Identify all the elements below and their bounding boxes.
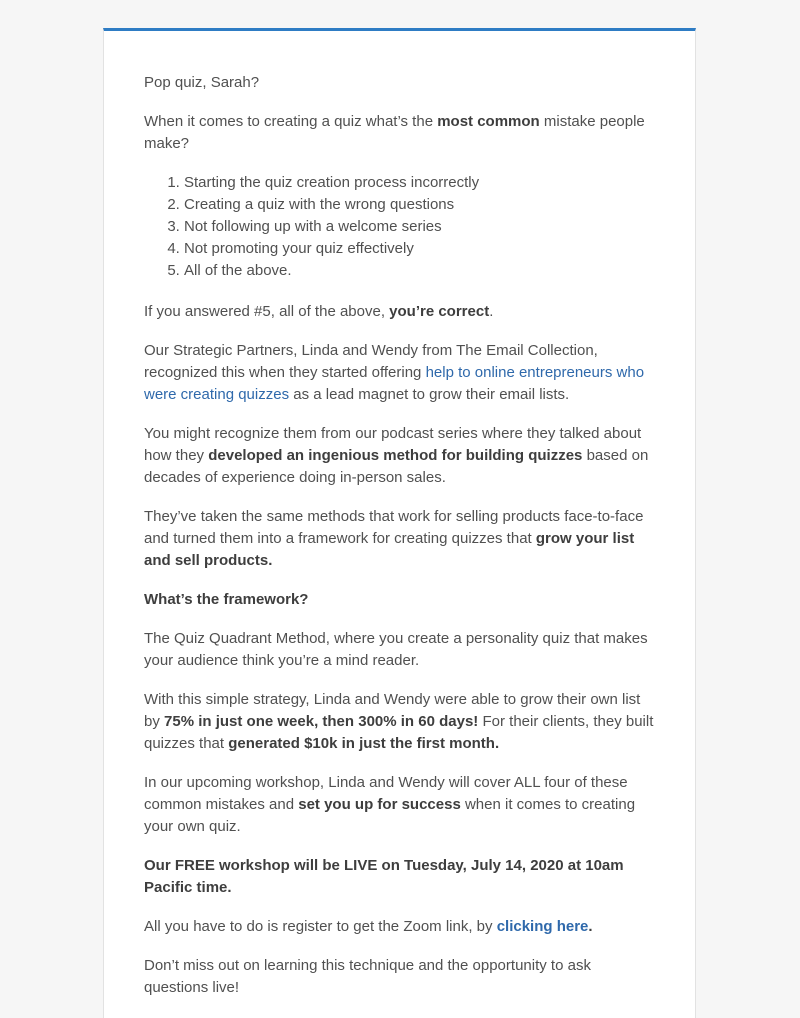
framework-heading [144,589,656,611]
answer-emphasis: you’re correct [389,303,490,320]
list-item: 3. Not following up with a welcome series [184,216,656,238]
results-text-middle: For their clients, they built quizzes that [144,713,654,752]
quiz-question-emphasis: most common [437,113,540,130]
quiz-question [144,111,656,155]
methods-paragraph [144,506,656,572]
workshop-text-end: when it comes to creating your own quiz. [144,796,636,835]
results-emphasis-revenue: generated $10k in just the first month. [228,735,500,752]
closing-paragraph: Don’t miss out on learning this technique and the opportunity to ask questions live! [144,957,591,996]
greeting-text: Pop quiz, Sarah? [144,74,260,91]
answer-options-list [144,172,656,282]
partners-link[interactable]: help to online entrepreneurs who were creating quizzes [144,364,645,403]
podcast-text: You might recognize them from our podcast series where they talked about how they [144,425,642,464]
register-link[interactable]: clicking here [496,918,589,935]
workshop-paragraph [144,772,656,838]
partners-paragraph [144,340,656,406]
email-card [103,28,696,1018]
partners-text-end: as a lead magnet to grow their email lists. [289,386,570,403]
list-item: 4. Not promoting your quiz effectively [184,238,656,260]
podcast-paragraph [144,423,656,489]
quiz-question-text-end: mistake people make? [144,113,645,152]
framework-description: The Quiz Quadrant Method, where you create a personality quiz that makes your audience think you’re a mind reader. [144,630,648,669]
quiz-question-text: When it comes to creating a quiz what’s the [144,113,438,130]
partners-text: Our Strategic Partners, Linda and Wendy from The Email Collection, recognized this when they started offering [144,342,598,381]
podcast-text-end: based on decades of experience doing in-person sales. [144,447,649,486]
results-text: With this simple strategy, Linda and Wendy were able to grow their own list by [144,691,641,730]
answer-paragraph [144,301,656,323]
list-item: 1. Starting the quiz creation process incorrectly [184,172,656,194]
live-announcement [144,855,656,899]
answer-text-end: . [489,303,494,320]
email-body [144,72,656,1016]
methods-emphasis: grow your list and sell products. [144,530,635,569]
methods-text: They’ve taken the same methods that work for selling products face-to-face and turned them into a framework for creating quizzes that [144,508,644,547]
register-text-end: . [588,918,593,935]
answer-text: If you answered #5, all of the above, [144,303,390,320]
register-paragraph [144,916,656,938]
live-announcement-text: Our FREE workshop will be LIVE on Tuesday, July 14, 2020 at 10am Pacific time. [144,857,624,896]
list-item: 5. All of the above. [184,260,656,282]
list-item: 2. Creating a quiz with the wrong questions [184,194,656,216]
greeting [144,72,656,94]
workshop-emphasis: set you up for success [298,796,461,813]
results-emphasis-growth: 75% in just one week, then 300% in 60 days! [164,713,479,730]
register-text: All you have to do is register to get the Zoom link, by [144,918,497,935]
framework-heading-text: What’s the framework? [144,591,309,608]
podcast-emphasis: developed an ingenious method for building quizzes [208,447,583,464]
results-paragraph [144,689,656,755]
workshop-text: In our upcoming workshop, Linda and Wendy will cover ALL four of these common mistakes and [144,774,628,813]
